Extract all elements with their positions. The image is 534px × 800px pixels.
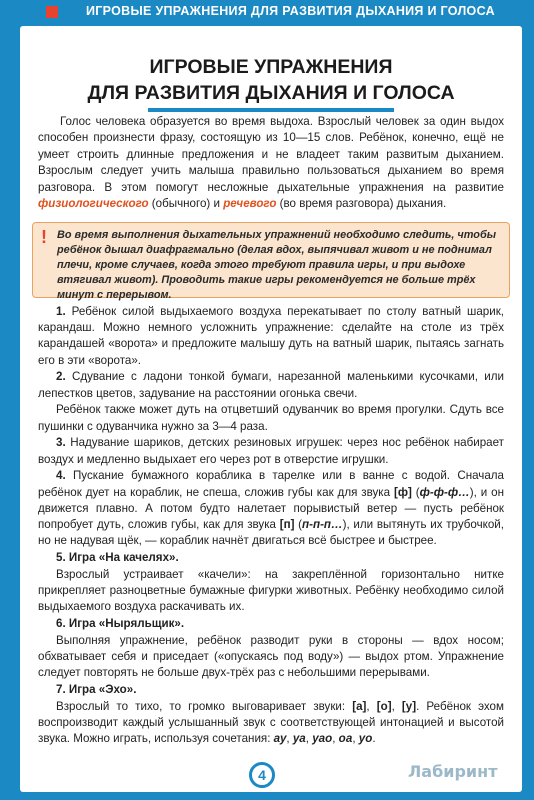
page-title-line2: ДЛЯ РАЗВИТИЯ ДЫХАНИЯ И ГОЛОСА [87,82,455,104]
header-marker-square [46,6,58,18]
exercise-6-heading: 6. Игра «Ныряльщик». [56,617,185,631]
exercise-7-heading: 7. Игра «Эхо». [56,683,137,697]
exercise-3: 3. Надувание шариков, детских резиновых игрушек: через нос ребёнок набирает воздух и медленно выдыхает его через рот в отверстие игрушки. [38,436,504,466]
term-speech: речевого [223,197,277,211]
term-physiological: физиологического [38,197,149,211]
page [20,26,522,792]
notice-text: Во время выполнения дыхательных упражнений необходимо следить, чтобы ребёнок дышал диафрагмально (делая вдох, выпячивал живот и не поднимал плечи, кроме случаев, когда этого требуют правила игры, и при выдохе втягивал живот). Проводить такие игры рекомендуется не больше трёх минут с перерывом. [57,229,497,301]
exercise-5-heading: 5. Игра «На качелях». [56,551,179,565]
exercise-2: 2. Сдувание с ладони тонкой бумаги, нарезанной маленькими кусочками, или лепестков цветов, задувание на расстоянии огонька свечи. [38,370,504,400]
exercise-2-note: Ребёнок также может дуть на отцветший одуванчик во время прогулки. Сдуть все пушинки с одуванчика нужно за 3—4 раза. [38,403,504,433]
intro-text: (обычного) и [148,197,224,211]
exercise-5: Взрослый устраивает «качели»: на закреплённой горизонтально нитке прикрепляет разноцветные бумажные фигурки животных. Ребёнку необходимо силой выдыхаемого воздуха раскачивать их. [38,567,504,614]
watermark: Лабиринт [408,762,498,781]
exercise-4: 4. Пускание бумажного кораблика в тарелке или в ванне с водой. Сначала ребёнок дует на кораблик, не спеша, сложив губы как для звука [ф] (ф-ф-ф…), и он движется плавно. А потом будто налетает порывистый ветер — пусть ребёнок попробует дуть, сложив губы, как для звука [п] (п-п-п…), или вытянуть их трубочкой, но не надувая щёк, — кораблик начнёт двигаться всё быстрее и быстрее. [38,469,504,548]
exclamation-icon: ! [41,227,47,247]
page-title [20,54,522,106]
exercise-7: Взрослый то тихо, то громко выговаривает звуки: [а], [о], [у]. Ребёнок эхом воспроизводит каждый услышанный звук с соответствующей интонацией и высотой звука. Можно играть, используя сочетания: ау, уа, уао, оа, уо. [38,699,504,746]
title-underline [148,108,394,112]
running-header-title: ИГРОВЫЕ УПРАЖНЕНИЯ ДЛЯ РАЗВИТИЯ ДЫХАНИЯ И ГОЛОСА [86,4,495,18]
exercise-list [38,304,504,748]
exercise-1: 1. Ребёнок силой выдыхаемого воздуха перекатывает по столу ватный шарик, карандаш. Можно немного усложнить упражнение: сделайте на столе из трёх карандашей «ворота» и предложите малышу дуть на ватный шарик, пытаясь загнать его в эти «ворота». [38,305,504,367]
intro-text: Голос человека образуется во время выдоха. Взрослый человек за один выдох способен произнести фразу, состоящую из 10—15 слов. Ребёнок, конечно, ещё не умеет строить длинные предложения и не владеет таким развитым дыханием. Взрослым следует учить малыша правильно пользоваться дыханием во время разговора. В этом помогут несложные дыхательные упражнения на развитие [38,115,504,194]
intro-text: (во время разговора) дыхания. [276,197,447,211]
exercise-6: Выполняя упражнение, ребёнок разводит руки в стороны — вдох носом; обхватывает себя и приседает («опускаясь под воду») — выдох ртом. Упражнение следует повторять не больше двух-трёх раз с небольшими перерывами. [38,633,504,680]
page-number: 4 [249,762,275,788]
notice-box [32,222,510,301]
running-header [0,0,534,24]
page-title-line1: ИГРОВЫЕ УПРАЖНЕНИЯ [149,56,393,78]
intro-paragraph [38,114,504,212]
